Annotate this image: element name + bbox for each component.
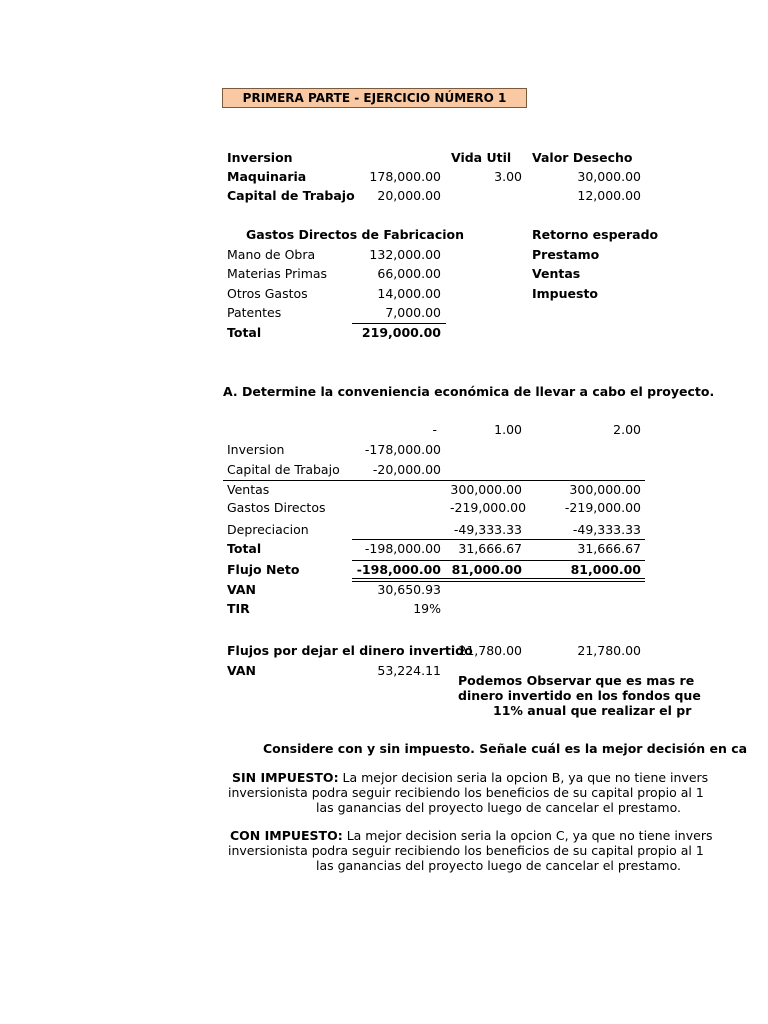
cf-van-label: VAN [227, 582, 256, 597]
considere-text: Considere con y sin impuesto. Señale cuál es la mejor decisión en ca [263, 741, 748, 756]
period-header: 2.00 [613, 422, 641, 437]
con-impuesto-line1 [230, 828, 713, 844]
gastos-total-value: 219,000.00 [361, 325, 441, 340]
sin-impuesto-text: La mejor decision seria la opcion B, ya que no tiene invers [338, 770, 709, 785]
retorno-header: Retorno esperado [532, 227, 659, 242]
cf-total-label: Total [227, 541, 262, 556]
header-vida-util: Vida Util [451, 150, 512, 165]
capital-desecho: 12,000.00 [577, 188, 641, 203]
cf-gastos-p1: -219,000.00 [450, 500, 527, 515]
page-title: PRIMERA PARTE - EJERCICIO NÚMERO 1 [222, 88, 527, 108]
total-underline [352, 323, 446, 324]
gastos-item-label: Otros Gastos [227, 286, 308, 301]
maquinaria-label: Maquinaria [227, 169, 307, 184]
alt-van-label: VAN [227, 663, 256, 678]
capital-label: Capital de Trabajo [227, 188, 355, 203]
header-valor-desecho: Valor Desecho [532, 150, 633, 165]
flujo-overline [352, 560, 645, 561]
header-inversion: Inversion [227, 150, 293, 165]
cf-ventas-p1: 300,000.00 [450, 482, 522, 497]
gastos-item-value: 132,000.00 [369, 247, 441, 262]
period-header: - [432, 422, 437, 437]
capital-valor: 20,000.00 [377, 188, 441, 203]
con-impuesto-label: CON IMPUESTO: [230, 828, 343, 843]
gastos-item-value: 7,000.00 [385, 305, 441, 320]
alt-van-value: 53,224.11 [377, 663, 441, 678]
total-underline [352, 539, 645, 540]
period-header: 1.00 [494, 422, 522, 437]
sin-impuesto-line1 [232, 770, 709, 786]
cf-capital-p0: -20,000.00 [372, 462, 441, 477]
cf-flujo-p0: -198,000.00 [356, 562, 441, 577]
alt-p1: 21,780.00 [458, 643, 522, 658]
maquinaria-valor: 178,000.00 [369, 169, 441, 184]
cf-ventas-p2: 300,000.00 [569, 482, 641, 497]
cf-inversion-label: Inversion [227, 442, 285, 457]
alt-note-line: Podemos Observar que es mas re [458, 673, 695, 688]
question-a: A. Determine la conveniencia económica de llevar a cabo el proyecto. [223, 384, 715, 399]
cf-depreciacion-p1: -49,333.33 [453, 522, 522, 537]
cf-tir-label: TIR [227, 601, 250, 616]
gastos-item-label: Patentes [227, 305, 282, 320]
table-divider [223, 480, 645, 481]
cf-total-p2: 31,666.67 [577, 541, 641, 556]
gastos-item-value: 66,000.00 [377, 266, 441, 281]
cf-van-value: 30,650.93 [377, 582, 441, 597]
sin-impuesto-line2: inversionista podra seguir recibiendo los beneficios de su capital propio al 1 [228, 785, 704, 800]
alt-p2: 21,780.00 [577, 643, 641, 658]
double-underline [352, 578, 645, 579]
alt-note-line: 11% anual que realizar el pr [493, 703, 692, 718]
maquinaria-vida: 3.00 [494, 169, 522, 184]
cf-depreciacion-p2: -49,333.33 [572, 522, 641, 537]
gastos-item-value: 14,000.00 [377, 286, 441, 301]
sin-impuesto-line3: las ganancias del proyecto luego de cancelar el prestamo. [316, 800, 681, 815]
cf-inversion-p0: -178,000.00 [364, 442, 441, 457]
cf-gastos-p2: -219,000.00 [564, 500, 641, 515]
cf-depreciacion-label: Depreciacion [227, 522, 309, 537]
cf-gastos-label: Gastos Directos [227, 500, 326, 515]
alt-label: Flujos por dejar el dinero invertido [227, 643, 473, 658]
cf-tir-value: 19% [413, 601, 441, 616]
gastos-total-label: Total [227, 325, 262, 340]
cf-flujo-label: Flujo Neto [227, 562, 300, 577]
con-impuesto-text: La mejor decision seria la opcion C, ya que no tiene invers [342, 828, 713, 843]
gastos-header: Gastos Directos de Fabricacion [246, 227, 464, 242]
con-impuesto-line3: las ganancias del proyecto luego de cancelar el prestamo. [316, 858, 681, 873]
gastos-item-label: Materias Primas [227, 266, 328, 281]
retorno-item: Impuesto [532, 286, 599, 301]
gastos-item-label: Mano de Obra [227, 247, 316, 262]
retorno-item: Ventas [532, 266, 581, 281]
maquinaria-desecho: 30,000.00 [577, 169, 641, 184]
cf-total-p1: 31,666.67 [458, 541, 522, 556]
sin-impuesto-label: SIN IMPUESTO: [232, 770, 339, 785]
cf-total-p0: -198,000.00 [364, 541, 441, 556]
cf-flujo-p2: 81,000.00 [570, 562, 641, 577]
cf-capital-label: Capital de Trabajo [227, 462, 340, 477]
retorno-item: Prestamo [532, 247, 600, 262]
alt-note-line: dinero invertido en los fondos que [458, 688, 701, 703]
cf-flujo-p1: 81,000.00 [451, 562, 522, 577]
con-impuesto-line2: inversionista podra seguir recibiendo los beneficios de su capital propio al 1 [228, 843, 704, 858]
cf-ventas-label: Ventas [227, 482, 270, 497]
